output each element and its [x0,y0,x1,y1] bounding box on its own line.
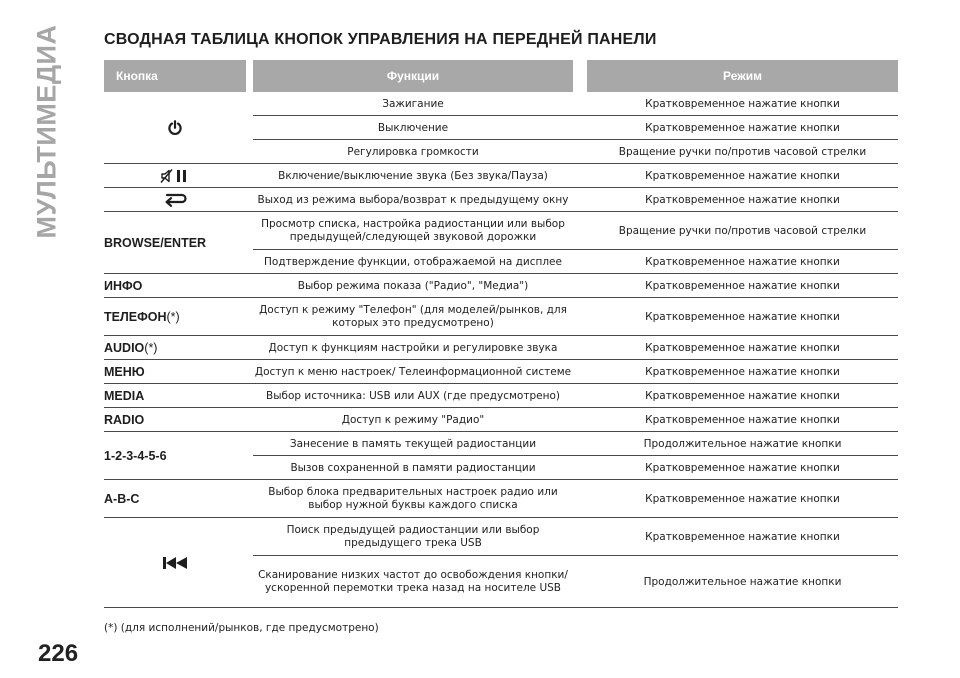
button-cell [104,384,246,408]
function-cell: Поиск предыдущей радиостанции или выбор предыдущего трека USB [286,524,540,549]
function-cell: Подтверждение функции, отображаемой на дисплее [264,255,562,268]
header-button: Кнопка [104,60,246,92]
button-cell [104,164,246,188]
back-return-icon [163,192,187,208]
mode-cell: Продолжительное нажатие кнопки [643,575,842,588]
function-cell: Вызов сохраненной в памяти радиостанции [290,461,536,474]
mode-cell: Кратковременное нажатие кнопки [645,413,840,426]
function-cell: Выключение [377,121,449,134]
header-mode: Режим [587,60,898,92]
button-cell [104,188,246,212]
function-cell: Просмотр списка, настройка радиостанции или выбор предыдущей/следующей звуковой дорожки [261,218,565,243]
mode-cell: Кратковременное нажатие кнопки [645,310,840,323]
button-cell [104,92,246,164]
button-label: BROWSE/ENTER [104,236,207,250]
function-cell: Доступ к меню настроек/ Телеинформационной системе [254,365,572,378]
function-cell: Выбор источника: USB или AUX (где предусмотрено) [266,389,560,402]
button-footnote-mark: (*) [166,310,180,324]
button-cell [104,408,246,432]
function-cell: Доступ к режиму "Телефон" (для моделей/рынков, для которых это предусмотрено) [259,304,567,329]
mode-cell: Кратковременное нажатие кнопки [645,365,840,378]
side-section-tab [26,24,68,238]
button-cell [104,518,246,608]
mode-cell: Продолжительное нажатие кнопки [643,437,842,450]
mode-cell: Кратковременное нажатие кнопки [645,492,840,505]
group-divider [104,607,898,608]
button-label: MEDIA [104,389,145,403]
mode-cell: Кратковременное нажатие кнопки [645,193,840,206]
mode-cell: Вращение ручки по/против часовой стрелки [618,224,867,237]
mode-cell: Кратковременное нажатие кнопки [645,279,840,292]
table-header [104,60,898,92]
function-cell: Доступ к функциям настройки и регулировке звука [268,341,558,354]
button-footnote-mark: (*) [144,341,158,355]
mode-cell: Кратковременное нажатие кнопки [645,255,840,268]
mode-cell: Кратковременное нажатие кнопки [645,530,840,543]
header-functions: Функции [253,60,573,92]
side-section-label: МУЛЬТИМЕДИА [31,24,62,238]
page-number: 226 [38,640,79,667]
function-cell: Выход из режима выбора/возврат к предыдущему окну [257,193,569,206]
function-cell: Зажигание [382,97,444,110]
button-label: ТЕЛЕФОН [104,310,167,324]
button-cell [104,212,246,274]
button-label: RADIO [104,413,145,427]
mute-pause-icon [160,168,190,184]
function-cell: Включение/выключение звука (Без звука/Пауза) [278,169,548,182]
button-label: 1-2-3-4-5-6 [104,449,167,463]
controls-table [104,60,898,594]
mode-cell: Кратковременное нажатие кнопки [645,121,840,134]
footnote: (*) (для исполнений/рынков, где предусмотрено) [104,622,379,634]
button-label: A-B-C [104,492,140,506]
function-cell: Выбор блока предварительных настроек радио или выбор нужной буквы каждого списка [268,486,558,511]
page-title: СВОДНАЯ ТАБЛИЦА КНОПОК УПРАВЛЕНИЯ НА ПЕРЕДНЕЙ ПАНЕЛИ [104,31,657,48]
button-cell [104,360,246,384]
button-cell [104,432,246,480]
button-label: МЕНЮ [104,365,145,379]
function-cell: Доступ к режиму "Радио" [341,413,485,426]
mode-cell: Кратковременное нажатие кнопки [645,97,840,110]
button-cell [104,298,246,336]
mode-cell: Вращение ручки по/против часовой стрелки [618,145,867,158]
mode-cell: Кратковременное нажатие кнопки [645,389,840,402]
button-label: ИНФО [104,279,143,293]
mode-cell: Кратковременное нажатие кнопки [645,169,840,182]
button-label: AUDIO [104,341,145,355]
function-cell: Сканирование низких частот до освобождения кнопки/ускоренной перемотки трека назад на носителе USB [258,569,568,594]
function-cell: Регулировка громкости [347,145,479,158]
mode-cell: Кратковременное нажатие кнопки [645,341,840,354]
power-icon [167,120,183,136]
button-cell [104,274,246,298]
function-cell: Занесение в память текущей радиостанции [289,437,537,450]
function-cell: Выбор режима показа ("Радио", "Медиа") [297,279,529,292]
seek-back-icon [162,556,188,570]
mode-cell: Кратковременное нажатие кнопки [645,461,840,474]
button-cell [104,336,246,360]
button-cell [104,480,246,518]
